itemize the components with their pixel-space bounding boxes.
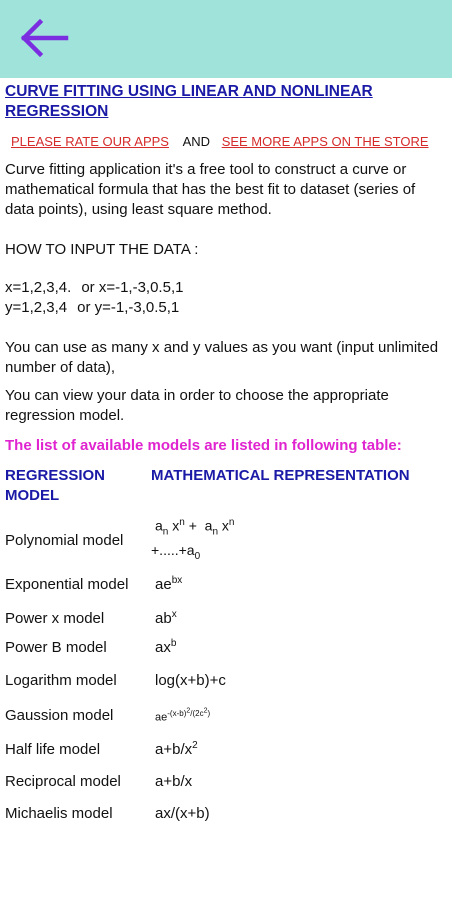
models-table — [5, 466, 447, 824]
view-data-text: You can view your data in order to choose the appropriate regression model. — [5, 387, 389, 424]
model-formula: $a_n$ $x^n + a_n$ $x^n$ $+.....+a_0$ — [151, 516, 235, 563]
model-formula: $ab^x$ — [155, 609, 177, 627]
input-examples — [5, 278, 447, 318]
title-link[interactable]: CURVE FITTING USING LINEAR AND NONLINEAR REGRESSION — [5, 83, 373, 120]
table-row — [5, 574, 447, 594]
model-name: Michaelis model — [5, 804, 113, 822]
y-example-2: or y=-1,-3,0.5,1 — [77, 299, 180, 316]
model-name: Gaussion model — [5, 706, 114, 724]
table-row — [5, 670, 447, 690]
model-formula: $ax^b$ — [155, 638, 177, 656]
arrow-left-icon — [18, 18, 70, 58]
x-example-1: x=1,2,3,4. — [5, 279, 72, 296]
model-formula: log(x+b)+c — [155, 671, 226, 689]
and-label: AND — [182, 134, 211, 149]
table-row — [5, 518, 447, 562]
intro-text: Curve fitting application it's a free tool to construct a curve or mathematical formula that has the best fit to dataset (series of data points), using least square method. — [5, 161, 416, 218]
unlimited-data-text: You can use as many x and y values as you want (input unlimited number of data), — [5, 339, 439, 376]
x-example-2: or x=-1,-3,0.5,1 — [81, 279, 184, 296]
y-example-1: y=1,2,3,4 — [5, 299, 68, 316]
back-button[interactable] — [18, 18, 74, 58]
model-name: Logarithm model — [5, 671, 117, 689]
more-apps-link[interactable]: SEE MORE APPS ON THE STORE — [221, 134, 429, 149]
model-formula: ax/(x+b) — [155, 804, 210, 822]
header-math-representation: MATHEMATICAL REPRESENTATION — [151, 467, 410, 484]
model-name: Half life model — [5, 740, 101, 758]
links-row — [5, 134, 447, 150]
model-name: Exponential model — [5, 575, 129, 593]
table-row — [5, 704, 447, 726]
model-formula: $ae^{bx}$ — [155, 575, 183, 593]
app-bar — [0, 0, 452, 78]
table-header — [5, 466, 447, 506]
model-formula: $a+b/x^2$ — [155, 740, 198, 758]
rate-apps-link[interactable]: PLEASE RATE OUR APPS — [11, 134, 169, 149]
header-regression-model: REGRESSION MODEL — [5, 467, 106, 504]
model-name: Power x model — [5, 609, 105, 627]
help-content — [5, 82, 447, 824]
model-formula: a+b/x — [155, 772, 193, 790]
model-name: Power B model — [5, 638, 107, 656]
model-formula: $ae^{-(x-b)^2/(2c^2)}$ — [155, 706, 211, 724]
table-row — [5, 770, 447, 792]
table-row — [5, 636, 447, 658]
model-name: Reciprocal model — [5, 772, 121, 790]
table-row — [5, 608, 447, 628]
models-heading: The list of available models are listed in following table: — [5, 437, 402, 454]
howto-heading: HOW TO INPUT THE DATA : — [5, 241, 199, 258]
table-row — [5, 802, 447, 824]
model-name: Polynomial model — [5, 531, 124, 549]
table-row — [5, 738, 447, 760]
